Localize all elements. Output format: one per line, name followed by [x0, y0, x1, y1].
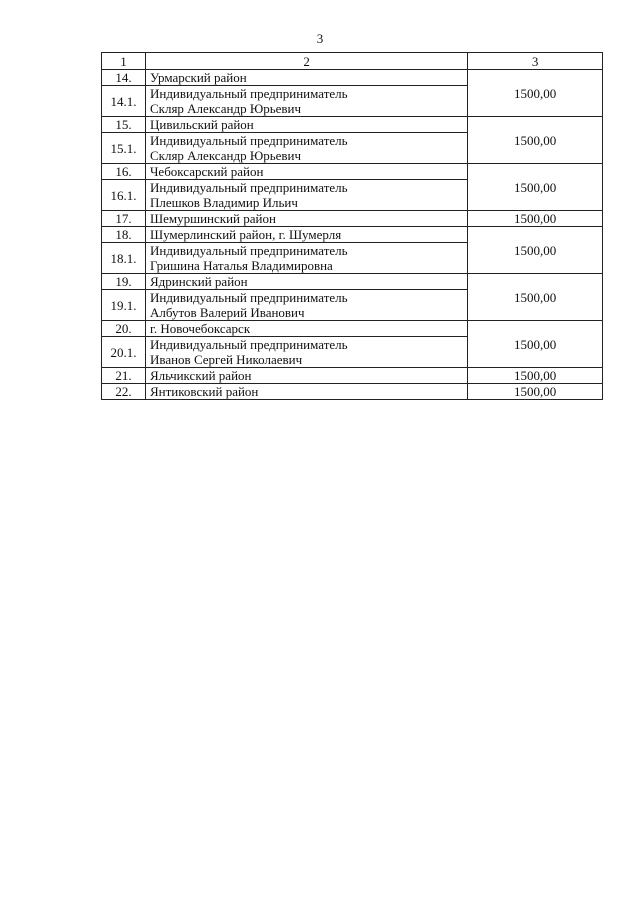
sub-row-number: 20.1. [102, 337, 146, 368]
entrepreneur-cell [145, 243, 467, 274]
row-number: 19. [102, 274, 146, 290]
district-name: Ядринский район [145, 274, 467, 290]
table-row [102, 227, 603, 243]
entrepreneur-name: Иванов Сергей Николаевич [149, 352, 303, 367]
amount-value: 1500,00 [468, 117, 603, 164]
page-number: 3 [316, 31, 324, 46]
table-row [102, 117, 603, 133]
sub-row-number: 16.1. [102, 180, 146, 211]
entrepreneur-title: Индивидуальный предприниматель [149, 180, 348, 195]
entrepreneur-name: Албутов Валерий Иванович [149, 305, 305, 320]
row-number: 14. [102, 70, 146, 86]
entrepreneur-name: Гришина Наталья Владимировна [149, 258, 333, 273]
sub-row-number: 19.1. [102, 290, 146, 321]
sub-row-number: 14.1. [102, 86, 146, 117]
table-header-row [102, 53, 603, 70]
district-name: Шемуршинский район [145, 211, 467, 227]
entrepreneur-name: Скляр Александр Юрьевич [149, 101, 302, 116]
amount-value: 1500,00 [468, 70, 603, 117]
district-name: Янтиковский район [145, 384, 467, 400]
table-row [102, 70, 603, 86]
amount-value: 1500,00 [468, 321, 603, 368]
allocation-table [101, 52, 603, 400]
entrepreneur-title: Индивидуальный предприниматель [149, 133, 348, 148]
sub-row-number: 18.1. [102, 243, 146, 274]
district-name: Шумерлинский район, г. Шумерля [145, 227, 467, 243]
table-row [102, 321, 603, 337]
amount-value: 1500,00 [468, 164, 603, 211]
entrepreneur-cell [145, 86, 467, 117]
entrepreneur-cell [145, 290, 467, 321]
entrepreneur-cell [145, 180, 467, 211]
sub-row-number: 15.1. [102, 133, 146, 164]
amount-value: 1500,00 [468, 274, 603, 321]
table-row [102, 368, 603, 384]
table-row [102, 274, 603, 290]
row-number: 15. [102, 117, 146, 133]
row-number: 22. [102, 384, 146, 400]
amount-value: 1500,00 [468, 384, 603, 400]
entrepreneur-title: Индивидуальный предприниматель [149, 290, 348, 305]
row-number: 20. [102, 321, 146, 337]
entrepreneur-title: Индивидуальный предприниматель [149, 86, 348, 101]
row-number: 21. [102, 368, 146, 384]
amount-value: 1500,00 [468, 227, 603, 274]
district-name: Урмарский район [145, 70, 467, 86]
entrepreneur-cell [145, 337, 467, 368]
district-name: г. Новочебоксарск [145, 321, 467, 337]
amount-value: 1500,00 [468, 211, 603, 227]
table-body [102, 70, 603, 400]
column-header-1: 1 [102, 53, 146, 70]
amount-value: 1500,00 [468, 368, 603, 384]
table-row [102, 211, 603, 227]
district-name: Яльчикский район [145, 368, 467, 384]
entrepreneur-title: Индивидуальный предприниматель [149, 337, 348, 352]
row-number: 17. [102, 211, 146, 227]
row-number: 16. [102, 164, 146, 180]
entrepreneur-name: Плешков Владимир Ильич [149, 195, 298, 210]
table-row [102, 164, 603, 180]
entrepreneur-title: Индивидуальный предприниматель [149, 243, 348, 258]
row-number: 18. [102, 227, 146, 243]
district-name: Цивильский район [145, 117, 467, 133]
table-row [102, 384, 603, 400]
entrepreneur-name: Скляр Александр Юрьевич [149, 148, 302, 163]
district-name: Чебоксарский район [145, 164, 467, 180]
entrepreneur-cell [145, 133, 467, 164]
column-header-3: 3 [468, 53, 603, 70]
column-header-2: 2 [145, 53, 467, 70]
